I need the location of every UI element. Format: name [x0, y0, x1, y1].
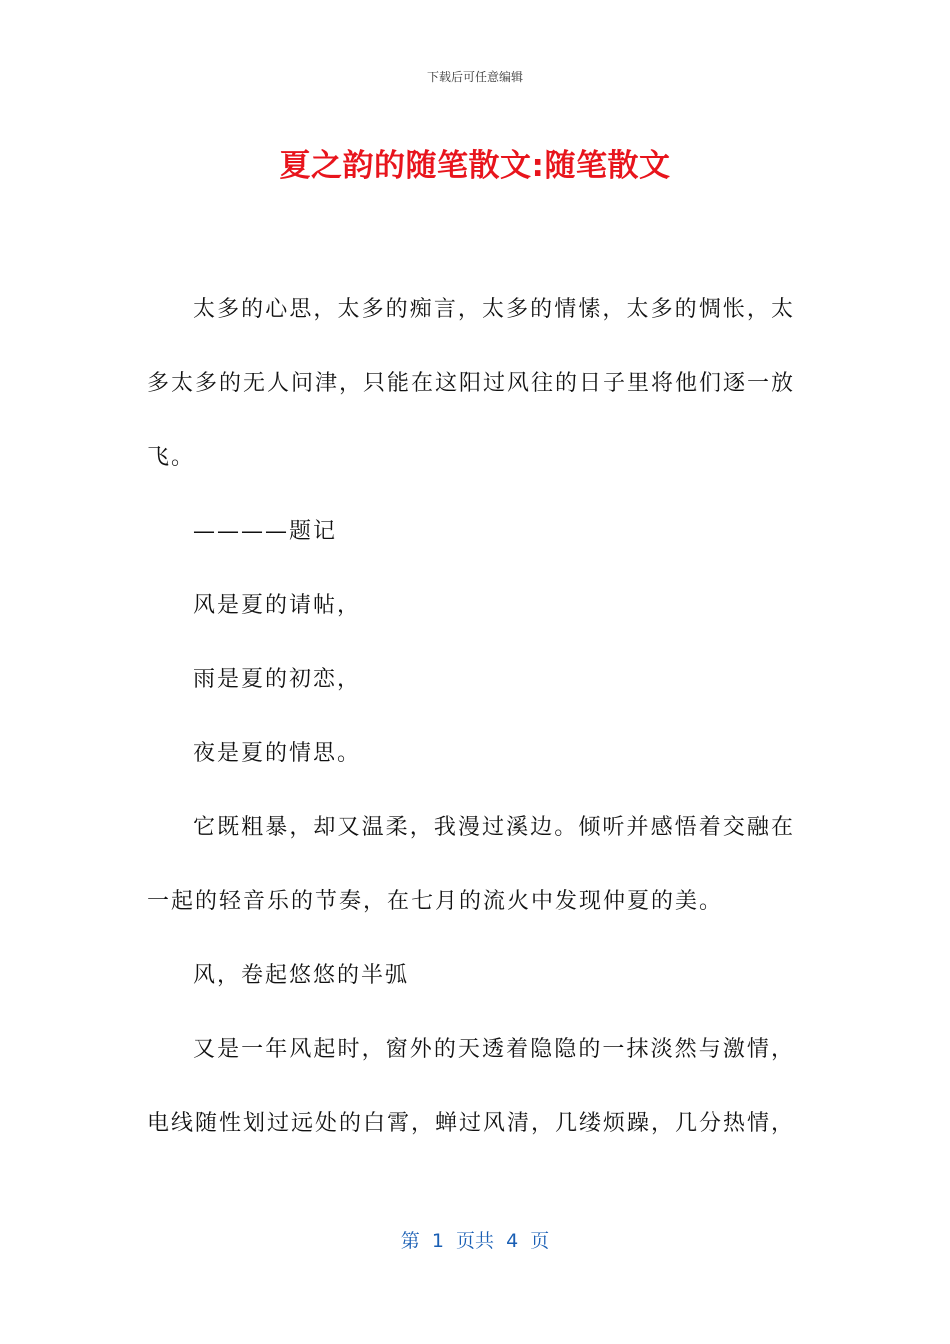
paragraph-inscription: ————题记: [193, 519, 338, 544]
document-body: [147, 273, 795, 1161]
header-note: 下载后可任意编辑: [426, 70, 523, 84]
paragraph-intro: 太多的心思，太多的痴言，太多的情愫，太多的惆怅，太多太多的无人问津，只能在这阳过风往的日子里将他们逐一放飞。: [147, 297, 796, 470]
paragraph-section-heading: 风，卷起悠悠的半弧: [193, 963, 410, 988]
paragraph-rain-line: 雨是夏的初恋，: [193, 667, 362, 692]
paragraph-wind-rises: 又是一年风起时，窗外的天透着隐隐的一抹淡然与激情，电线随性划过远处的白霄，蝉过风清，几缕烦躁，几分热情，: [147, 1037, 796, 1136]
paragraph-summer-beauty: 它既粗暴，却又温柔，我漫过溪边。倾听并感悟着交融在一起的轻音乐的节奏，在七月的流火中发现仲夏的美。: [147, 815, 795, 914]
page-number-footer: 第 1 页共 4 页: [400, 1230, 550, 1252]
paragraph-wind-line: 风是夏的请帖，: [193, 593, 362, 618]
paragraph-night-line: 夜是夏的情思。: [193, 741, 362, 766]
document-title: 夏之韵的随笔散文:随笔散文: [279, 148, 671, 184]
